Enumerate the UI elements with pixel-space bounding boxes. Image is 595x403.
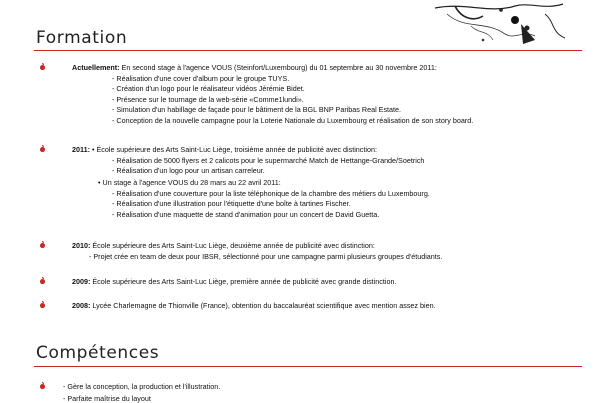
list-item: - Réalisation d'une illustration pour l'étiquette d'une boîte à tartines Fischer. <box>112 199 351 208</box>
sub-entry-text: • Un stage à l'agence VOUS du 28 mars au 22 avril 2011: <box>98 178 281 187</box>
list-item: - Réalisation d'une maquette de stand d'animation pour un concert de David Guetta. <box>112 209 380 219</box>
apple-icon <box>40 384 45 389</box>
ink-splash-icon <box>395 0 595 48</box>
formation-entry-2010 <box>40 241 560 265</box>
entry-label: 2010: <box>72 241 91 250</box>
formation-entry-2009 <box>40 277 560 289</box>
entry-label: 2009: <box>72 277 91 286</box>
list-item: - Création d'un logo pour le réalisateur vidéos Jérémie Bidet. <box>112 84 305 93</box>
entry-text: Lycée Charlemagne de Thionville (France), obtention du baccalauréat scientifique avec mention assez bien. <box>92 301 436 310</box>
entry-text: École supérieure des Arts Saint-Luc Liège, deuxième année de publicité avec distinction: <box>92 241 375 250</box>
apple-icon <box>40 303 45 308</box>
entry-label: 2011: <box>72 145 90 154</box>
entry-text: En second stage à l'agence VOUS (Steinfort/Luxembourg) du 01 septembre au 30 novembre 2011: <box>121 63 437 72</box>
list-item: - Conception de la nouvelle campagne pour la Loterie Nationale du Luxembourg et réalisation de son story board. <box>112 115 474 125</box>
list-item: - Parfaite maîtrise du layout <box>63 394 151 403</box>
section-divider <box>34 50 582 51</box>
list-item: - Gère la conception, la production et l'illustration. <box>63 382 221 391</box>
list-item: - Réalisation d'une couverture pour la liste téléphonique de la chambre des métiers du Luxembourg. <box>112 188 430 198</box>
entry-text: École supérieure des Arts Saint-Luc Liège, première année de publicité avec grande distinction. <box>92 277 397 286</box>
competences-entry <box>40 382 560 403</box>
entry-label: 2008: <box>72 301 91 310</box>
list-item: - Réalisation d'un logo pour un artisan carreleur. <box>112 166 265 175</box>
list-item: - Réalisation d'une cover d'album pour le groupe TUYS. <box>112 73 290 83</box>
list-item: - Présence sur le tournage de la web-série «Comme1lundi». <box>112 94 304 104</box>
apple-icon <box>40 147 45 152</box>
section-title-formation: Formation <box>36 28 128 48</box>
apple-icon <box>40 279 45 284</box>
section-divider <box>34 366 582 367</box>
entry-label: Actuellement: <box>72 63 120 72</box>
formation-entry-2008 <box>40 301 560 313</box>
section-title-competences: Compétences <box>36 343 160 363</box>
list-item: - Simulation d'un habillage de façade pour le bâtiment de la BGL BNP Paribas Real Estate. <box>112 105 402 114</box>
apple-icon <box>40 243 45 248</box>
apple-icon <box>40 65 45 70</box>
formation-entry-2011 <box>40 145 560 231</box>
list-item: - Projet crée en team de deux pour IBSR, sélectionné pour une campagne parmi plusieurs groupes d'étudiants. <box>89 251 443 261</box>
list-item: - Réalisation de 5000 flyers et 2 calicots pour le supermarché Match de Hettange-Grande/Soetrich <box>112 155 425 165</box>
entry-text: • École supérieure des Arts Saint-Luc Liège, troisième année de publicité avec distinction: <box>92 145 377 154</box>
formation-entry-current <box>40 63 560 133</box>
